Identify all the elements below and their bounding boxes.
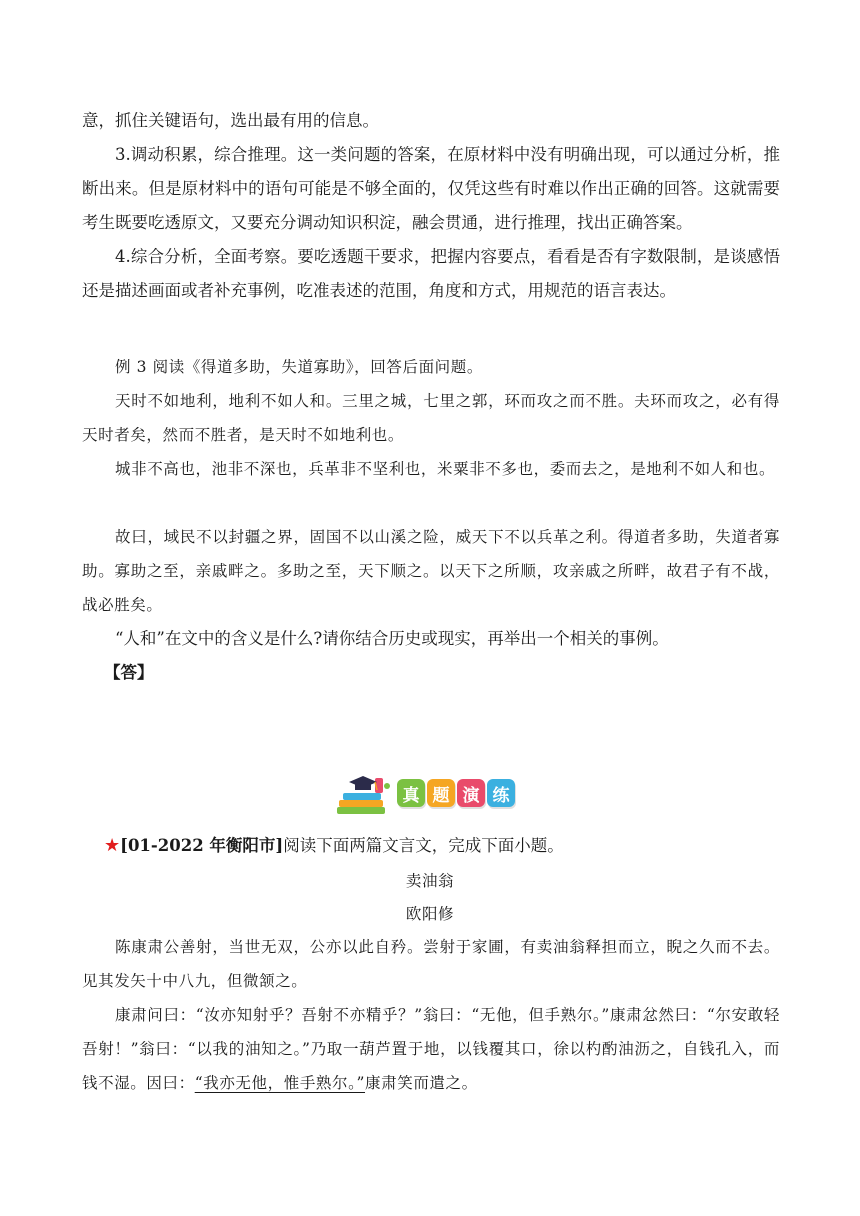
answer-label: 【答】 [104,663,154,682]
passage-paragraph-2 [82,998,780,1100]
paragraph-method-3: 3.调动积累，综合推理。这一类问题的答案，在原材料中没有明确出现，可以通过分析，推断出来。但是原材料中的语句可能是不够全面的，仅凭这些有时难以作出正确的回答。这就需要考生既要吃透原文，又要充分调动知识积淀，融会贯通，进行推理，找出正确答案。 [82,145,780,232]
example-paragraph-3: 故曰，域民不以封疆之界，固国不以山溪之险，威天下不以兵革之利。得道者多助，失道者寡助。寡助之至，亲戚畔之。多助之至，天下顺之。以天下之所顺，攻亲戚之所畔，故君子有不战，战必胜矣。 [82,528,780,614]
underlined-quote: “我亦无他，惟手熟尔。” [194,1074,366,1092]
banner-tile-4: 练 [487,779,515,807]
star-icon: ★ [104,835,121,856]
passage-paragraph-1: 陈康肃公善射，当世无双，公亦以此自矜。尝射于家圃，有卖油翁释担而立，睨之久而不去。见其发矢十中八九，但微颔之。 [82,938,780,990]
books-graduation-icon [335,770,395,816]
passage-paragraph-2-text: 康肃问曰：“汝亦知射乎？吾射不亦精乎？”翁曰：“无他，但手熟尔。”康肃忿然曰：“尔安敢轻吾射！”翁曰：“以我的油知之。”乃取一葫芦置于地，以钱覆其口，徐以杓酌油沥之，自钱孔入，而钱不湿。因曰： [82,1006,780,1092]
banner-tile-3: 演 [457,779,485,807]
passage-author: 欧阳修 [405,905,455,923]
paragraph-method-4: 4.综合分析，全面考察。要吃透题干要求，把握内容要点，看看是否有字数限制，是谈感悟还是描述画面或者补充事例，吃准表述的范围，角度和方式，用规范的语言表达。 [82,247,780,300]
example-question: “人和”在文中的含义是什么?请你结合历史或现实，再举出一个相关的事例。 [115,629,669,648]
banner-tile-1: 真 [397,779,425,807]
example-paragraph-1: 天时不如地利，地利不如人和。三里之城，七里之郭，环而攻之而不胜。夫环而攻之，必有得天时者矣，然而不胜者，是天时不如地利也。 [82,392,780,444]
passage-paragraph-2-end: 康肃笑而遣之。 [365,1074,478,1092]
section-banner [335,770,525,816]
text-line: 意，抓住关键语句，选出最有用的信息。 [82,111,379,130]
example-intro: 例 3 阅读《得道多助，失道寡助》，回答后面问题。 [115,358,483,376]
passage-title: 卖油翁 [405,872,455,890]
question-source-tag: [01-2022 年衡阳市] [120,836,284,855]
banner-tile-2: 题 [427,779,455,807]
example-paragraph-2: 城非不高也，池非不深也，兵革非不坚利也，米粟非不多也，委而去之，是地利不如人和也。 [115,460,776,478]
question-heading [104,829,802,863]
question-instruction: 阅读下面两篇文言文，完成下面小题。 [283,836,564,855]
